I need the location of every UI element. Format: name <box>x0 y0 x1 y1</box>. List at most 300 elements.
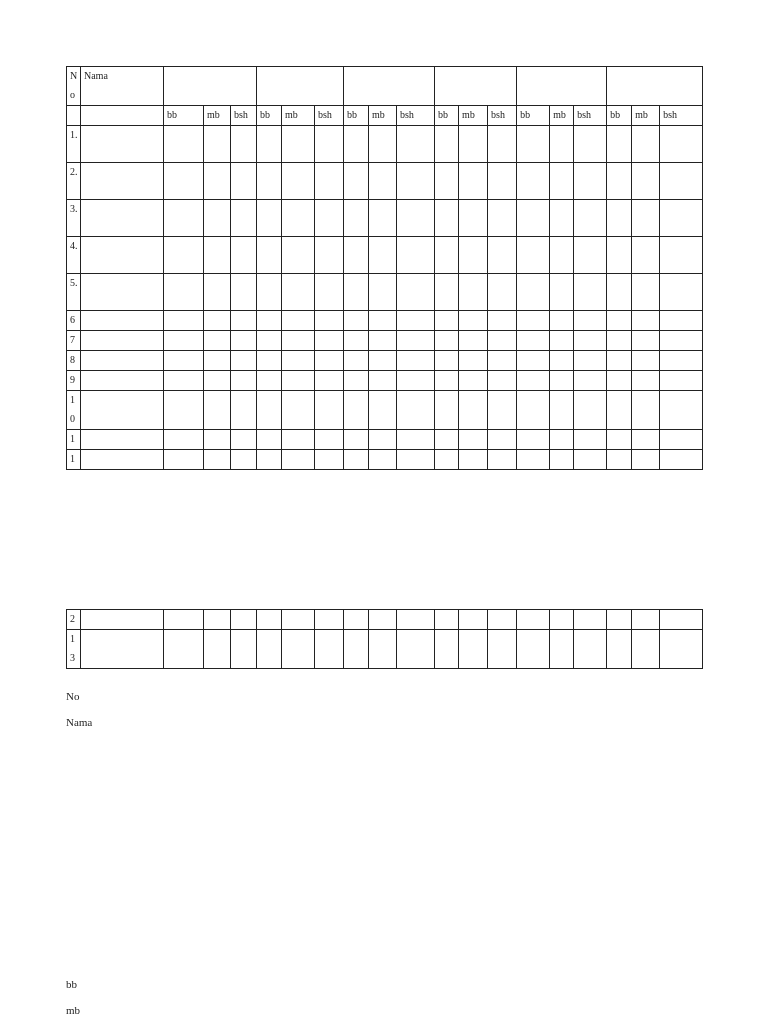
row-number: 1. <box>67 126 81 163</box>
score-cell <box>257 610 282 630</box>
score-cell <box>344 126 369 163</box>
subheader-nama <box>81 106 164 126</box>
score-cell <box>369 351 397 371</box>
score-cell <box>164 200 204 237</box>
score-cell <box>435 450 459 470</box>
group-header-5 <box>517 67 607 106</box>
score-cell <box>257 351 282 371</box>
score-cell <box>632 430 660 450</box>
score-cell <box>315 391 344 430</box>
score-cell <box>204 371 231 391</box>
score-cell <box>282 237 315 274</box>
subheader-cell: bb <box>435 106 459 126</box>
row-name-cell <box>81 391 164 430</box>
score-cell <box>369 126 397 163</box>
score-cell <box>459 126 488 163</box>
score-cell <box>204 331 231 351</box>
score-cell <box>574 430 607 450</box>
score-cell <box>204 311 231 331</box>
note-no: No <box>66 691 80 703</box>
score-cell <box>315 450 344 470</box>
subheader-cell: bsh <box>574 106 607 126</box>
score-cell <box>369 200 397 237</box>
score-cell <box>517 371 550 391</box>
score-cell <box>574 163 607 200</box>
score-cell <box>459 237 488 274</box>
score-cell <box>632 237 660 274</box>
subheader-no <box>67 106 81 126</box>
score-cell <box>517 237 550 274</box>
score-cell <box>369 237 397 274</box>
score-cell <box>607 371 632 391</box>
score-cell <box>574 450 607 470</box>
score-cell <box>459 351 488 371</box>
score-cell <box>257 391 282 430</box>
score-cell <box>231 351 257 371</box>
score-cell <box>282 163 315 200</box>
score-cell <box>231 126 257 163</box>
score-cell <box>488 430 517 450</box>
score-cell <box>550 163 574 200</box>
score-cell <box>369 430 397 450</box>
score-cell <box>344 237 369 274</box>
score-cell <box>164 331 204 351</box>
score-cell <box>204 200 231 237</box>
score-cell <box>574 331 607 351</box>
score-cell <box>517 163 550 200</box>
score-cell <box>517 126 550 163</box>
score-cell <box>488 200 517 237</box>
score-cell <box>257 331 282 351</box>
score-cell <box>164 371 204 391</box>
score-cell <box>488 391 517 430</box>
score-cell <box>204 351 231 371</box>
row-name-cell <box>81 610 164 630</box>
header-no: No <box>67 67 81 106</box>
score-cell <box>632 610 660 630</box>
score-cell <box>315 371 344 391</box>
score-cell <box>231 163 257 200</box>
score-cell <box>344 610 369 630</box>
score-cell <box>282 391 315 430</box>
score-cell <box>231 331 257 351</box>
subheader-cell: bb <box>257 106 282 126</box>
score-cell <box>459 610 488 630</box>
score-cell <box>488 126 517 163</box>
score-cell <box>574 371 607 391</box>
score-cell <box>282 331 315 351</box>
score-cell <box>369 163 397 200</box>
score-cell <box>632 450 660 470</box>
score-cell <box>632 371 660 391</box>
subheader-cell: bb <box>344 106 369 126</box>
score-cell <box>488 274 517 311</box>
score-cell <box>315 610 344 630</box>
score-cell <box>488 371 517 391</box>
score-cell <box>632 351 660 371</box>
assessment-table-continued <box>66 609 703 669</box>
score-cell <box>344 450 369 470</box>
score-cell <box>164 274 204 311</box>
score-cell <box>257 126 282 163</box>
score-cell <box>488 450 517 470</box>
score-cell <box>315 430 344 450</box>
score-cell <box>632 274 660 311</box>
score-cell <box>574 274 607 311</box>
score-cell <box>517 630 550 669</box>
score-cell <box>257 311 282 331</box>
score-cell <box>257 450 282 470</box>
score-cell <box>369 450 397 470</box>
score-cell <box>574 200 607 237</box>
score-cell <box>397 391 435 430</box>
score-cell <box>397 351 435 371</box>
score-cell <box>344 391 369 430</box>
subheader-row <box>67 106 703 126</box>
score-cell <box>315 200 344 237</box>
subheader-cell: mb <box>282 106 315 126</box>
score-cell <box>517 610 550 630</box>
score-cell <box>459 430 488 450</box>
score-cell <box>550 331 574 351</box>
score-cell <box>660 371 703 391</box>
score-cell <box>632 630 660 669</box>
score-cell <box>574 311 607 331</box>
table-row <box>67 450 703 470</box>
score-cell <box>660 630 703 669</box>
row-number: 8 <box>67 351 81 371</box>
row-name-cell <box>81 200 164 237</box>
score-cell <box>550 371 574 391</box>
score-cell <box>607 430 632 450</box>
score-cell <box>632 163 660 200</box>
score-cell <box>344 430 369 450</box>
score-cell <box>660 430 703 450</box>
score-cell <box>397 610 435 630</box>
score-cell <box>632 311 660 331</box>
score-cell <box>435 391 459 430</box>
score-cell <box>459 371 488 391</box>
score-cell <box>282 200 315 237</box>
score-cell <box>607 331 632 351</box>
score-cell <box>369 331 397 351</box>
score-cell <box>488 610 517 630</box>
score-cell <box>517 311 550 331</box>
note-bb: bb <box>66 979 77 991</box>
score-cell <box>517 274 550 311</box>
score-cell <box>369 610 397 630</box>
score-cell <box>607 610 632 630</box>
score-cell <box>459 331 488 351</box>
score-cell <box>632 391 660 430</box>
row-name-cell <box>81 163 164 200</box>
score-cell <box>315 163 344 200</box>
score-cell <box>231 311 257 331</box>
score-cell <box>459 391 488 430</box>
score-cell <box>550 274 574 311</box>
score-cell <box>488 351 517 371</box>
row-number: 13 <box>67 630 81 669</box>
score-cell <box>282 610 315 630</box>
subheader-cell: mb <box>550 106 574 126</box>
score-cell <box>257 371 282 391</box>
score-cell <box>517 391 550 430</box>
score-cell <box>488 237 517 274</box>
subheader-cell: mb <box>459 106 488 126</box>
table-row <box>67 311 703 331</box>
score-cell <box>488 331 517 351</box>
score-cell <box>550 351 574 371</box>
score-cell <box>459 630 488 669</box>
score-cell <box>344 351 369 371</box>
score-cell <box>488 630 517 669</box>
score-cell <box>231 200 257 237</box>
row-number: 2 <box>67 610 81 630</box>
score-cell <box>344 163 369 200</box>
row-name-cell <box>81 311 164 331</box>
row-number: 2. <box>67 163 81 200</box>
score-cell <box>257 163 282 200</box>
score-cell <box>435 351 459 371</box>
score-cell <box>257 430 282 450</box>
score-cell <box>660 450 703 470</box>
score-cell <box>607 450 632 470</box>
table-row <box>67 351 703 371</box>
score-cell <box>632 200 660 237</box>
score-cell <box>550 630 574 669</box>
score-cell <box>550 200 574 237</box>
score-cell <box>204 610 231 630</box>
score-cell <box>550 311 574 331</box>
table-row <box>67 200 703 237</box>
score-cell <box>315 331 344 351</box>
score-cell <box>435 630 459 669</box>
subheader-cell: bsh <box>231 106 257 126</box>
score-cell <box>435 163 459 200</box>
subheader-cell: bsh <box>315 106 344 126</box>
score-cell <box>435 371 459 391</box>
score-cell <box>660 351 703 371</box>
score-cell <box>550 391 574 430</box>
score-cell <box>164 430 204 450</box>
score-cell <box>204 274 231 311</box>
score-cell <box>660 163 703 200</box>
score-cell <box>397 163 435 200</box>
subheader-cell: mb <box>204 106 231 126</box>
score-cell <box>574 610 607 630</box>
score-cell <box>397 430 435 450</box>
score-cell <box>660 237 703 274</box>
score-cell <box>550 126 574 163</box>
score-cell <box>660 274 703 311</box>
score-cell <box>231 430 257 450</box>
score-cell <box>397 274 435 311</box>
score-cell <box>517 351 550 371</box>
score-cell <box>517 450 550 470</box>
score-cell <box>164 126 204 163</box>
score-cell <box>282 126 315 163</box>
row-name-cell <box>81 331 164 351</box>
score-cell <box>517 430 550 450</box>
score-cell <box>204 430 231 450</box>
score-cell <box>164 610 204 630</box>
score-cell <box>369 311 397 331</box>
score-cell <box>282 311 315 331</box>
score-cell <box>550 610 574 630</box>
score-cell <box>344 274 369 311</box>
score-cell <box>397 311 435 331</box>
row-number: 7 <box>67 331 81 351</box>
row-number: 10 <box>67 391 81 430</box>
score-cell <box>459 163 488 200</box>
score-cell <box>369 274 397 311</box>
row-name-cell <box>81 351 164 371</box>
score-cell <box>397 630 435 669</box>
score-cell <box>231 274 257 311</box>
table-row <box>67 391 703 430</box>
table-row <box>67 331 703 351</box>
row-number: 4. <box>67 237 81 274</box>
score-cell <box>397 237 435 274</box>
score-cell <box>488 311 517 331</box>
score-cell <box>257 237 282 274</box>
table-row <box>67 610 703 630</box>
row-number: 1 <box>67 430 81 450</box>
score-cell <box>459 274 488 311</box>
score-cell <box>204 391 231 430</box>
subheader-cell: mb <box>369 106 397 126</box>
table-row <box>67 126 703 163</box>
score-cell <box>435 331 459 351</box>
score-cell <box>607 126 632 163</box>
score-cell <box>574 237 607 274</box>
score-cell <box>231 391 257 430</box>
score-cell <box>231 371 257 391</box>
score-cell <box>369 391 397 430</box>
score-cell <box>315 311 344 331</box>
score-cell <box>257 630 282 669</box>
score-cell <box>369 630 397 669</box>
score-cell <box>164 630 204 669</box>
score-cell <box>607 391 632 430</box>
score-cell <box>607 274 632 311</box>
score-cell <box>435 610 459 630</box>
score-cell <box>435 430 459 450</box>
group-header-2 <box>257 67 344 106</box>
score-cell <box>231 450 257 470</box>
score-cell <box>282 450 315 470</box>
score-cell <box>344 371 369 391</box>
score-cell <box>204 630 231 669</box>
score-cell <box>435 126 459 163</box>
score-cell <box>435 237 459 274</box>
score-cell <box>315 351 344 371</box>
score-cell <box>315 237 344 274</box>
score-cell <box>459 200 488 237</box>
score-cell <box>282 351 315 371</box>
score-cell <box>164 351 204 371</box>
score-cell <box>660 311 703 331</box>
score-cell <box>660 126 703 163</box>
score-cell <box>315 126 344 163</box>
row-name-cell <box>81 430 164 450</box>
header-nama: Nama <box>81 67 164 106</box>
score-cell <box>574 351 607 371</box>
row-number: 9 <box>67 371 81 391</box>
score-cell <box>344 331 369 351</box>
score-cell <box>607 311 632 331</box>
score-cell <box>397 371 435 391</box>
score-cell <box>550 430 574 450</box>
score-cell <box>344 630 369 669</box>
row-name-cell <box>81 450 164 470</box>
score-cell <box>607 237 632 274</box>
group-header-4 <box>435 67 517 106</box>
subheader-cell: bsh <box>660 106 703 126</box>
score-cell <box>344 200 369 237</box>
row-name-cell <box>81 126 164 163</box>
row-name-cell <box>81 630 164 669</box>
score-cell <box>257 274 282 311</box>
score-cell <box>282 430 315 450</box>
score-cell <box>607 163 632 200</box>
score-cell <box>488 163 517 200</box>
score-cell <box>632 126 660 163</box>
row-name-cell <box>81 371 164 391</box>
score-cell <box>204 126 231 163</box>
header-row <box>67 67 703 106</box>
score-cell <box>607 630 632 669</box>
score-cell <box>632 331 660 351</box>
score-cell <box>550 237 574 274</box>
score-cell <box>550 450 574 470</box>
score-cell <box>660 200 703 237</box>
score-cell <box>164 391 204 430</box>
score-cell <box>204 163 231 200</box>
score-cell <box>660 610 703 630</box>
row-number: 5. <box>67 274 81 311</box>
table-row <box>67 371 703 391</box>
row-number: 3. <box>67 200 81 237</box>
score-cell <box>282 371 315 391</box>
score-cell <box>204 237 231 274</box>
score-cell <box>459 311 488 331</box>
score-cell <box>397 331 435 351</box>
score-cell <box>397 200 435 237</box>
score-cell <box>164 311 204 331</box>
score-cell <box>517 200 550 237</box>
table-row <box>67 630 703 669</box>
score-cell <box>607 351 632 371</box>
subheader-cell: bb <box>607 106 632 126</box>
score-cell <box>369 371 397 391</box>
score-cell <box>574 630 607 669</box>
score-cell <box>257 200 282 237</box>
group-header-1 <box>164 67 257 106</box>
table-row <box>67 237 703 274</box>
score-cell <box>231 630 257 669</box>
subheader-cell: bsh <box>488 106 517 126</box>
score-cell <box>435 274 459 311</box>
score-cell <box>231 610 257 630</box>
score-cell <box>607 200 632 237</box>
table-row <box>67 274 703 311</box>
note-nama: Nama <box>66 717 93 729</box>
score-cell <box>435 311 459 331</box>
score-cell <box>574 391 607 430</box>
score-cell <box>574 126 607 163</box>
score-cell <box>231 237 257 274</box>
